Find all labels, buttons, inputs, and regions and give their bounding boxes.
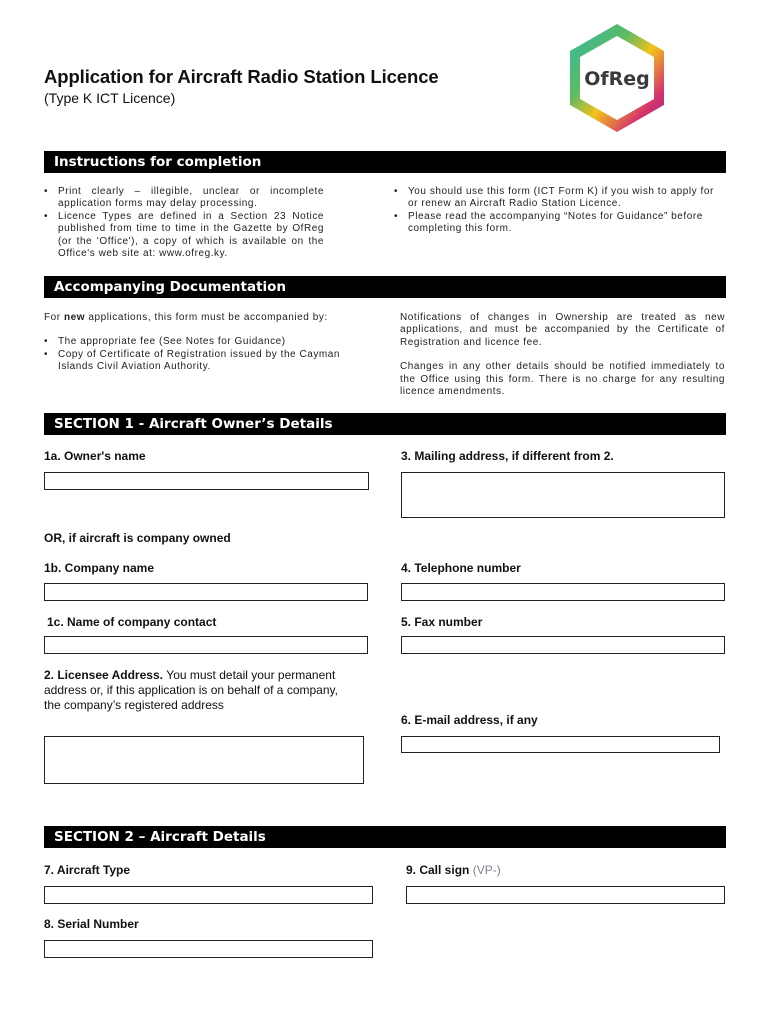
form-subtitle: (Type K ICT Licence) (44, 90, 176, 106)
licensee-address-field[interactable] (44, 736, 364, 784)
company-contact-field[interactable] (44, 636, 368, 654)
mailing-address-field[interactable] (401, 472, 725, 518)
instructions-left (44, 186, 324, 260)
documentation-item: • Copy of Certificate of Registration issued by the Cayman Islands Civil Aviation Authority. (44, 349, 374, 374)
company-name-field[interactable] (44, 583, 368, 601)
ownership-note: Notifications of changes in Ownership are treated as new applications, and must be accompanied by the Certificate of Registration and licence fee. (400, 312, 725, 348)
company-owned-label: OR, if aircraft is company owned (44, 531, 231, 545)
logo-text: OfReg (584, 68, 650, 90)
serial-number-label: 8. Serial Number (44, 917, 139, 931)
licensee-address-label: 2. Licensee Address. You must detail your permanent address or, if this application is on behalf of a company, the company’s registered address (44, 668, 338, 712)
email-field[interactable] (401, 736, 720, 753)
fax-field[interactable] (401, 636, 725, 654)
aircraft-type-label: 7. Aircraft Type (44, 863, 131, 877)
documentation-item: • The appropriate fee (See Notes for Guidance) (44, 336, 374, 348)
section2-heading: SECTION 2 – Aircraft Details (44, 826, 726, 848)
form-title: Application for Aircraft Radio Station Licence (44, 66, 439, 87)
email-label: 6. E-mail address, if any (401, 713, 538, 727)
call-sign-label: 9. Call sign (VP-) (406, 863, 501, 877)
documentation-intro: For new applications, this form must be accompanied by: (44, 312, 328, 323)
fax-label: 5. Fax number (401, 615, 483, 629)
company-contact-label: 1c. Name of company contact (47, 615, 217, 629)
instruction-item: • Print clearly – illegible, unclear or incomplete application forms may delay processing. (44, 186, 324, 211)
section1-heading: SECTION 1 - Aircraft Owner’s Details (44, 413, 726, 435)
instruction-item: • Please read the accompanying “Notes for Guidance” before completing this form. (394, 211, 714, 236)
instructions-right (394, 186, 714, 236)
instructions-heading: Instructions for completion (44, 151, 726, 173)
owner-name-field[interactable] (44, 472, 369, 490)
documentation-left (44, 312, 374, 374)
call-sign-field[interactable] (406, 886, 725, 904)
company-name-label: 1b. Company name (44, 561, 155, 575)
mailing-address-label: 3. Mailing address, if different from 2. (401, 449, 614, 463)
documentation-heading: Accompanying Documentation (44, 276, 726, 298)
serial-number-field[interactable] (44, 940, 373, 958)
owner-name-label: 1a. Owner's name (44, 449, 146, 463)
aircraft-type-field[interactable] (44, 886, 373, 904)
changes-note: Changes in any other details should be notified immediately to the Office using this form. There is no charge for any resulting licence amendments. (400, 361, 725, 398)
telephone-field[interactable] (401, 583, 725, 601)
instruction-item: • Licence Types are defined in a Section 23 Notice published from time to time in the Gazette by OfReg (or the 'Office'), a copy of which is available on the Office's web site at: www.ofreg.ky. (44, 211, 324, 261)
call-sign-prefix: (VP-) (472, 863, 501, 877)
instruction-item: • You should use this form (ICT Form K) if you wish to apply for or renew an Aircraft Radio Station Licence. (394, 186, 714, 211)
documentation-right (400, 312, 725, 398)
telephone-label: 4. Telephone number (401, 561, 521, 575)
ofreg-logo (562, 20, 672, 136)
